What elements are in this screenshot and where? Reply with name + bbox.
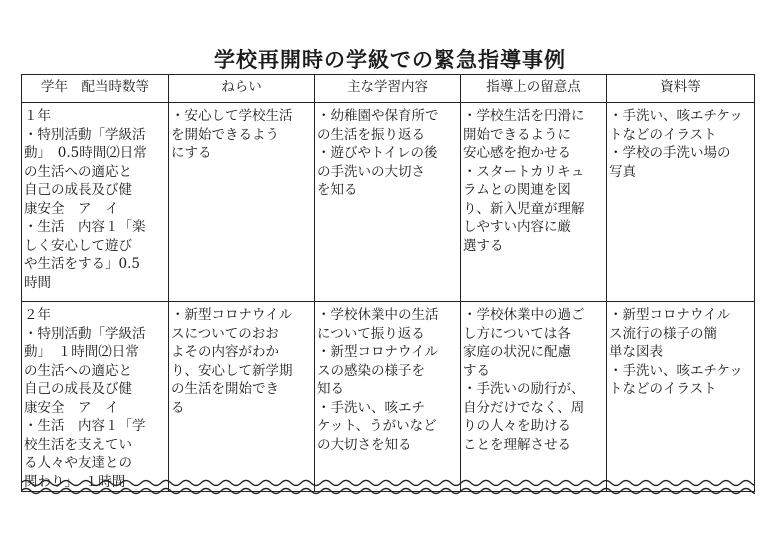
document-title: 学校再開時の学級での緊急指導事例	[214, 48, 566, 72]
cell-line: る	[171, 399, 185, 416]
cell-line: する	[463, 362, 490, 379]
header-aim: ねらい	[169, 75, 315, 103]
cell-line: ・スタートカリキュ	[463, 163, 585, 180]
cell-line: 選する	[463, 237, 504, 254]
cell-line: 自分だけでなく、周	[463, 399, 585, 416]
header-grade: 学年 配当時数等	[22, 75, 169, 103]
header-content: 主な学習内容	[315, 75, 461, 103]
guidance-table	[21, 74, 755, 492]
cell-line: ・手洗い、咳エチケッ	[609, 362, 743, 379]
cell-line: 自己の成長及び健	[24, 381, 132, 397]
cell-line: ・学校の手洗い場の	[609, 145, 731, 161]
cell-content	[315, 302, 461, 492]
cell-line: 写真	[609, 163, 636, 180]
cell-line: よその内容がわか	[171, 344, 279, 360]
cell-line: ・遊びやトイレの後	[317, 145, 438, 161]
cell-line: ・手洗い、咳エチケッ	[609, 108, 743, 124]
cell-line: ス流行の様子の簡	[609, 325, 717, 342]
cell-line: ・学校休業中の生活	[317, 307, 439, 323]
cell-notes	[461, 103, 607, 302]
cell-line: ・特別活動「学級活	[24, 126, 146, 143]
header-materials: 資料等	[607, 75, 755, 103]
cell-grade	[22, 302, 169, 492]
cell-line: 時間	[24, 274, 51, 291]
cell-materials	[607, 103, 755, 302]
cell-line: の生活を振り返る	[317, 126, 425, 143]
header-notes: 指導上の留意点	[461, 75, 607, 103]
cell-line: ケット、うがいなど	[317, 418, 437, 434]
table-row	[22, 302, 755, 492]
cell-line: の生活への適応と	[24, 163, 132, 180]
cell-line: ・新型コロナウイル	[609, 307, 731, 323]
cell-line: ・幼稚園や保育所で	[317, 108, 439, 124]
table-header-row	[22, 75, 755, 103]
table-row	[22, 103, 755, 302]
cell-line: ・生活 内容１「楽	[24, 219, 146, 235]
cell-line: ・安心して学校生活	[171, 108, 293, 124]
cell-line: ラムとの関連を図	[463, 182, 571, 198]
cell-line: 開始できるように	[463, 126, 571, 143]
cell-line: や生活をする」0.5	[24, 256, 140, 272]
cell-line: 動」 0.5時間⑵日常	[24, 145, 147, 161]
cell-line: にする	[171, 145, 212, 161]
cell-content	[315, 103, 461, 302]
cell-line: １年	[24, 108, 51, 124]
cell-line: ・学校生活を円滑に	[463, 108, 585, 124]
cell-line: 動」 １時間⑵日常	[24, 344, 139, 360]
cell-line: り、新入児童が理解	[463, 200, 585, 217]
cell-line: を知る	[317, 182, 358, 198]
cell-line: ・新型コロナウイル	[171, 307, 293, 323]
wavy-cut-border	[21, 477, 755, 503]
cell-line: ことを理解させる	[463, 436, 571, 453]
cell-aim	[169, 302, 315, 492]
cell-line: 知る	[317, 381, 344, 397]
cell-line: 家庭の状況に配慮	[463, 344, 571, 360]
cell-line: スの感染の様子を	[317, 362, 425, 379]
cell-line: 関わり」 １時間	[24, 473, 126, 490]
cell-line: ・新型コロナウイル	[317, 344, 439, 360]
cell-line: しく安心して遊び	[24, 237, 132, 254]
cell-line: の大切さを知る	[317, 436, 412, 453]
cell-line: ・手洗いの励行が、	[463, 381, 585, 397]
cell-line: ・手洗い、咳エチ	[317, 399, 425, 416]
cell-line: り、安心して新学期	[171, 362, 293, 379]
cell-grade	[22, 103, 169, 302]
cell-line: の手洗いの大切さ	[317, 163, 425, 180]
cell-line: ・学校休業中の過ご	[463, 307, 585, 323]
cell-line: トなどのイラスト	[609, 381, 717, 397]
cell-line: ・特別活動「学級活	[24, 325, 146, 342]
cell-line: を開始できるよう	[171, 126, 279, 143]
cell-line: トなどのイラスト	[609, 126, 717, 143]
cell-line: スについてのおお	[171, 325, 279, 342]
cell-line: し方については各	[463, 325, 571, 342]
cell-line: ・生活 内容１「学	[24, 418, 146, 434]
cell-line: 安心感を抱かせる	[463, 145, 571, 161]
cell-materials	[607, 302, 755, 492]
cell-line: りの人々を助ける	[463, 418, 571, 434]
cell-line: について振り返る	[317, 325, 425, 342]
cell-line: の生活への適応と	[24, 362, 132, 379]
cell-line: 康安全 ア イ	[24, 200, 119, 217]
cell-line: しやすい内容に厳	[463, 219, 571, 235]
cell-line: 校生活を支えてい	[24, 436, 132, 453]
cell-aim	[169, 103, 315, 302]
cell-line: る人々や友達との	[24, 455, 132, 471]
cell-notes	[461, 302, 607, 492]
cell-line: ２年	[24, 307, 51, 323]
cell-line: 自己の成長及び健	[24, 182, 132, 198]
cell-line: の生活を開始でき	[171, 381, 279, 397]
cell-line: 単な図表	[609, 344, 663, 360]
cell-line: 康安全 ア イ	[24, 399, 119, 416]
